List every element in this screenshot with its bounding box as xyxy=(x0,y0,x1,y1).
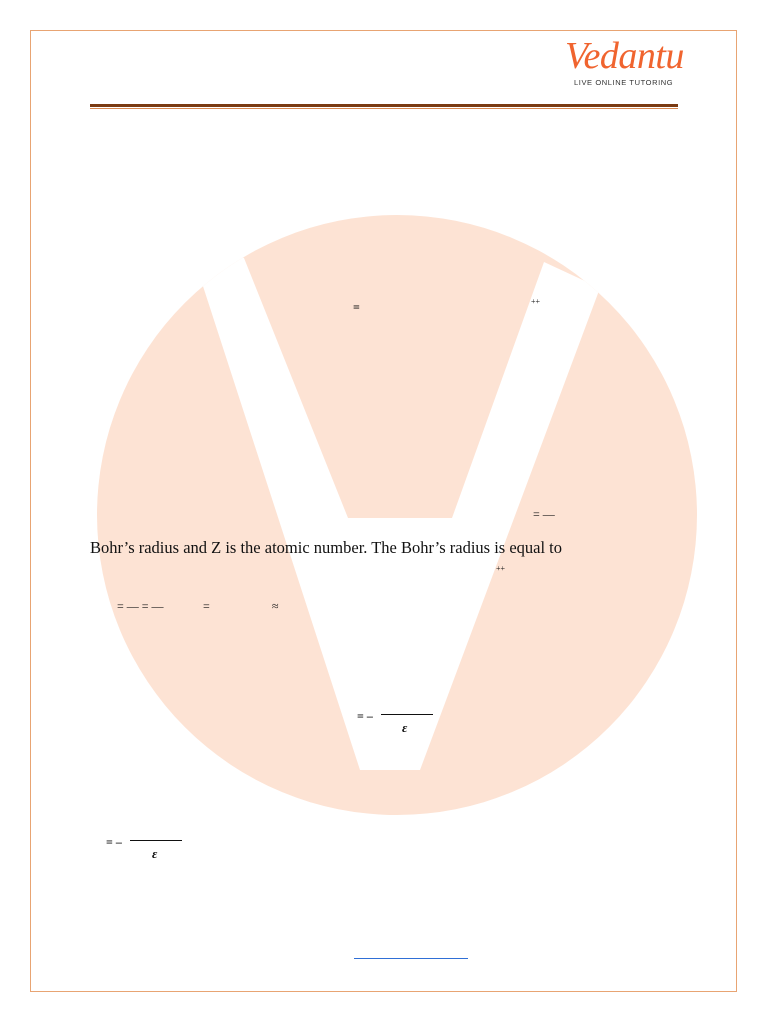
logo-wordmark: Vedantu xyxy=(565,35,684,77)
body-text-line: Bohr’s radius and Z is the atomic number. The Bohr’s radius is equal to xyxy=(90,538,563,557)
epsilon-symbol: ε xyxy=(152,846,158,861)
approx-symbol: ≈ xyxy=(272,599,279,613)
epsilon-symbol: ε xyxy=(402,720,408,735)
equation-fragment: = – xyxy=(357,709,373,723)
equation-fragment: = xyxy=(353,300,360,314)
logo-tagline: LIVE ONLINE TUTORING xyxy=(574,78,674,87)
equation-fragment: = – xyxy=(106,835,122,849)
equation-fragment: = — xyxy=(533,507,555,521)
superscript-fragment: ++ xyxy=(531,297,541,306)
fraction-bar xyxy=(130,840,182,841)
vedantu-logo xyxy=(565,34,685,90)
header-rule-light xyxy=(90,108,678,109)
header-rule-dark xyxy=(90,104,678,107)
fraction-bar xyxy=(381,714,433,715)
footer-link-underline[interactable] xyxy=(354,958,468,959)
superscript-fragment: ++ xyxy=(496,564,506,573)
equation-fragment: = xyxy=(203,599,210,613)
equation-fragment: = — = — xyxy=(117,599,164,613)
